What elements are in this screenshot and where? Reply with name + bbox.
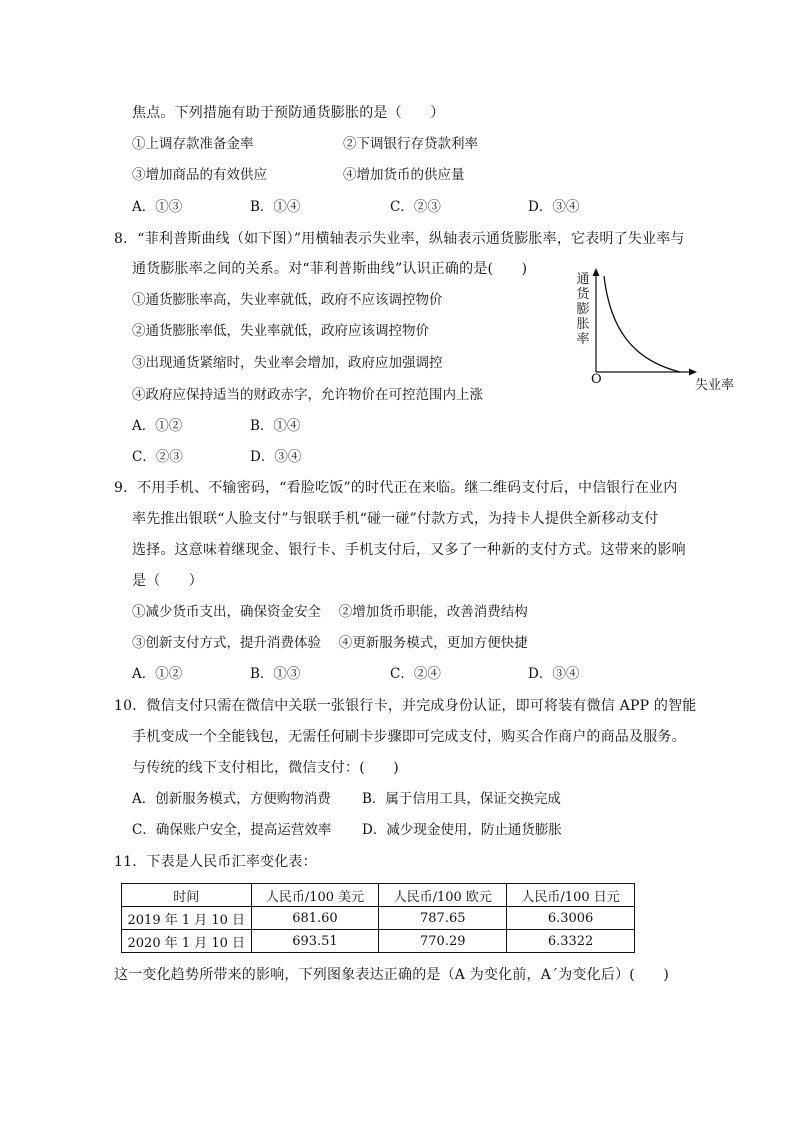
phillips-curve-figure [570,268,750,393]
q10-option-b[interactable]: B．属于信用工具，保证交换完成 [362,791,561,807]
q8-stem-line-1: 8．“菲利普斯曲线（如下图）”用横轴表示失业率，纵轴表示通货膨胀率，它表明了失业率与 [114,231,685,247]
origin-label: O [591,372,602,387]
q7-option-c[interactable]: C．②③ [390,199,441,215]
q9-option-a[interactable]: A．①② [132,666,183,682]
q10-stem-line-1: 10．微信支付只需在微信中关联一张银行卡，并完成身份认证，即可将装有微信 APP 的智能 [114,698,697,714]
x-axis-label: 失业率 [695,378,735,393]
y-axis-arrow [593,268,600,276]
q11-stem-line-2: 这一变化趋势所带来的影响，下列图象表达正确的是（A 为变化前，A´为变化后）( ) [114,967,669,983]
table-cell: 693.51 [251,930,379,953]
table-cell: 2019 年 1 月 10 日 [122,907,252,930]
q9-stem-line-2: 率先推出银联“人脸支付”与银联手机“碰一碰”付款方式，为持卡人提供全新移动支付 [132,511,659,527]
q8-statement-4: ④政府应保持适当的财政赤字，允许物价在可控范围内上涨 [132,387,483,403]
q8-option-b[interactable]: B．①④ [250,418,301,434]
table-cell: 770.29 [379,930,507,953]
q9-option-b[interactable]: B．①③ [250,666,301,682]
table-row [122,907,635,930]
q7-statement-1: ①上调存款准备金率 [132,136,254,152]
q11-stem-line-1: 11．下表是人民币汇率变化表： [114,854,317,870]
q10-stem-line-2: 手机变成一个全能钱包，无需任何刷卡步骤即可完成支付，购买合作商户的商品及服务。 [132,729,686,745]
y-axis-label: 通 货 膨 胀 率 [576,272,590,347]
q7-statement-2: ②下调银行存贷款利率 [343,136,478,152]
q9-statements-3-4: ③创新支付方式，提升消费体验 ④更新服务模式，更加方便快捷 [132,635,528,651]
table-cell: 681.60 [251,907,379,930]
q8-stem-line-2: 通货膨胀率之间的关系。对“菲利普斯曲线”认识正确的是( ) [132,261,528,277]
q8-statement-3: ③出现通货紧缩时，失业率会增加，政府应加强调控 [132,355,443,371]
table-header-cell: 人民币/100 日元 [507,884,635,907]
q10-option-a[interactable]: A．创新服务模式，方便购物消费 [132,791,331,807]
exchange-rate-table [121,883,635,953]
q9-stem-line-1: 9．不用手机、不输密码，“看脸吃饭”的时代正在来临。继二维码支付后，中信银行在业内 [114,480,678,496]
table-header-cell: 人民币/100 美元 [251,884,379,907]
q10-option-d[interactable]: D．减少现金使用，防止通货膨胀 [362,822,562,838]
q8-option-a[interactable]: A．①② [132,418,183,434]
q7-option-d[interactable]: D．③④ [528,199,580,215]
q9-stem-line-4: 是（ ） [132,573,203,589]
table-cell: 2020 年 1 月 10 日 [122,930,252,953]
q10-option-c[interactable]: C．确保账户安全，提高运营效率 [132,822,332,838]
q8-option-d[interactable]: D．③④ [250,449,302,465]
phillips-curve [604,276,680,372]
table-header-cell: 时间 [122,884,252,907]
q7-statement-3: ③增加商品的有效供应 [132,167,267,183]
q9-statements-1-2: ①减少货币支出，确保资金安全 ②增加货币职能，改善消费结构 [132,604,528,620]
q7-option-b[interactable]: B．①④ [250,199,301,215]
q7-stem: 焦点。下列措施有助于预防通货膨胀的是（ ） [132,105,445,121]
table-header-cell: 人民币/100 欧元 [379,884,507,907]
table-cell: 6.3322 [507,930,635,953]
table-cell: 787.65 [379,907,507,930]
table-row [122,930,635,953]
q8-statement-2: ②通货膨胀率低，失业率就低，政府应该调控物价 [132,323,429,339]
table-cell: 6.3006 [507,907,635,930]
q7-option-a[interactable]: A．①③ [132,199,183,215]
table-header-row [122,884,635,907]
q7-statement-4: ④增加货币的供应量 [343,167,465,183]
q9-option-c[interactable]: C．②④ [390,666,441,682]
q10-stem-line-3: 与传统的线下支付相比，微信支付：( ) [132,760,399,776]
q9-option-d[interactable]: D．③④ [528,666,580,682]
q8-option-c[interactable]: C．②③ [132,449,183,465]
q9-stem-line-3: 选择。这意味着继现金、银行卡、手机支付后，又多了一种新的支付方式。这带来的影响 [132,542,686,558]
q8-statement-1: ①通货膨胀率高，失业率就低，政府不应该调控物价 [132,292,443,308]
